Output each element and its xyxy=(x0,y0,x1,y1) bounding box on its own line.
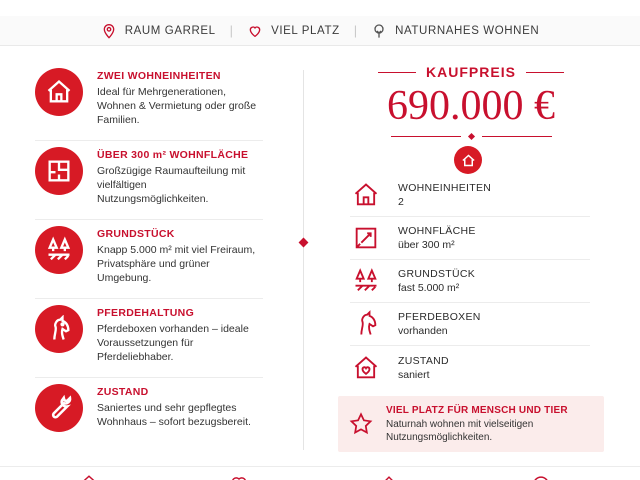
top-heading-cutoff xyxy=(0,0,640,6)
price-label: KAUFPREIS xyxy=(426,64,516,80)
spec-row xyxy=(350,346,590,389)
spec-row xyxy=(350,303,590,346)
area-icon xyxy=(350,223,382,253)
spec-row xyxy=(350,260,590,303)
price-label-row xyxy=(340,64,602,80)
feature-item xyxy=(35,62,263,141)
trees-outline-icon xyxy=(350,266,382,296)
spec-list xyxy=(350,174,590,389)
column-divider xyxy=(303,70,304,450)
star-icon xyxy=(348,411,374,437)
divider-diamond xyxy=(299,238,309,248)
spec-label: WOHNEINHEITEN xyxy=(398,182,492,194)
spec-value: über 300 m² xyxy=(398,239,455,251)
feature-desc: Saniertes und sehr gepflegtes Wohnhaus – sofort bezugsbereit. xyxy=(97,402,251,428)
horse-icon xyxy=(35,305,83,353)
strip-label: RAUM GARREL xyxy=(124,24,216,37)
strip-separator: | xyxy=(353,23,358,38)
wrench-icon xyxy=(35,384,83,432)
spec-value: fast 5.000 m² xyxy=(398,282,460,294)
heart-house-outline-icon xyxy=(350,353,382,383)
spec-label: WOHNFLÄCHE xyxy=(398,225,476,237)
location-pin-icon xyxy=(101,23,117,39)
feature-desc: Pferdeboxen vorhanden – ideale Voraussetzungen für Pferdeliebhaber. xyxy=(97,323,249,363)
feature-item xyxy=(35,378,263,457)
spec-value: vorhanden xyxy=(398,325,448,337)
feature-desc: Ideal für Mehrgenerationen, Wohnen & Vermietung oder große Familien. xyxy=(97,86,257,126)
feature-item xyxy=(35,220,263,299)
price-panel xyxy=(340,64,602,443)
cutoff-icon xyxy=(378,473,400,480)
spec-row xyxy=(350,174,590,217)
home-badge-icon xyxy=(454,146,482,174)
feature-title: ZWEI WOHNEINHEITEN xyxy=(97,70,221,82)
feature-item xyxy=(35,141,263,220)
spec-value: saniert xyxy=(398,368,430,381)
price-ornament xyxy=(340,134,602,139)
spec-label: PFERDEBOXEN xyxy=(398,311,481,323)
strip-item-space xyxy=(247,23,340,39)
strip-item-nature xyxy=(371,23,539,39)
callout-desc: Naturnah wohnen mit vielseitigen Nutzungsmöglichkeiten. xyxy=(386,418,534,443)
horse-outline-icon xyxy=(350,309,382,339)
strip-label: NATURNAHES WOHNEN xyxy=(395,24,540,37)
price-value: 690.000 € xyxy=(387,83,555,129)
cutoff-icon xyxy=(530,473,552,480)
spec-value: 2 xyxy=(398,196,404,208)
feature-list xyxy=(35,62,263,457)
feature-title: ZUSTAND xyxy=(97,386,149,398)
cutoff-icon xyxy=(78,473,100,480)
house-icon xyxy=(35,68,83,116)
feature-title: GRUNDSTÜCK xyxy=(97,228,175,240)
callout-title: VIEL PLATZ FÜR MENSCH UND TIER xyxy=(386,404,568,416)
heart-home-icon xyxy=(247,23,263,39)
strip-label: VIEL PLATZ xyxy=(271,24,340,37)
feature-strip xyxy=(0,16,640,46)
trees-field-icon xyxy=(35,226,83,274)
spec-label: GRUNDSTÜCK xyxy=(398,268,476,280)
feature-item xyxy=(35,299,263,378)
spec-label: ZUSTAND xyxy=(398,354,449,367)
cutoff-icon xyxy=(228,473,250,480)
spec-row xyxy=(350,217,590,260)
bottom-icon-row xyxy=(0,466,640,480)
strip-item-location xyxy=(101,23,216,39)
strip-separator: | xyxy=(229,23,234,38)
tree-icon xyxy=(371,23,387,39)
feature-title: ÜBER 300 m² WOHNFLÄCHE xyxy=(97,149,249,161)
house-outline-icon xyxy=(350,180,382,210)
feature-desc: Knapp 5.000 m² mit viel Freiraum, Privatsphäre und grüner Umgebung. xyxy=(97,244,256,284)
floorplan-icon xyxy=(35,147,83,195)
feature-title: PFERDEHALTUNG xyxy=(97,307,195,319)
callout-box xyxy=(338,396,604,452)
feature-desc: Großzügige Raumaufteilung mit vielfältigen Nutzungsmöglichkeiten. xyxy=(97,165,246,205)
